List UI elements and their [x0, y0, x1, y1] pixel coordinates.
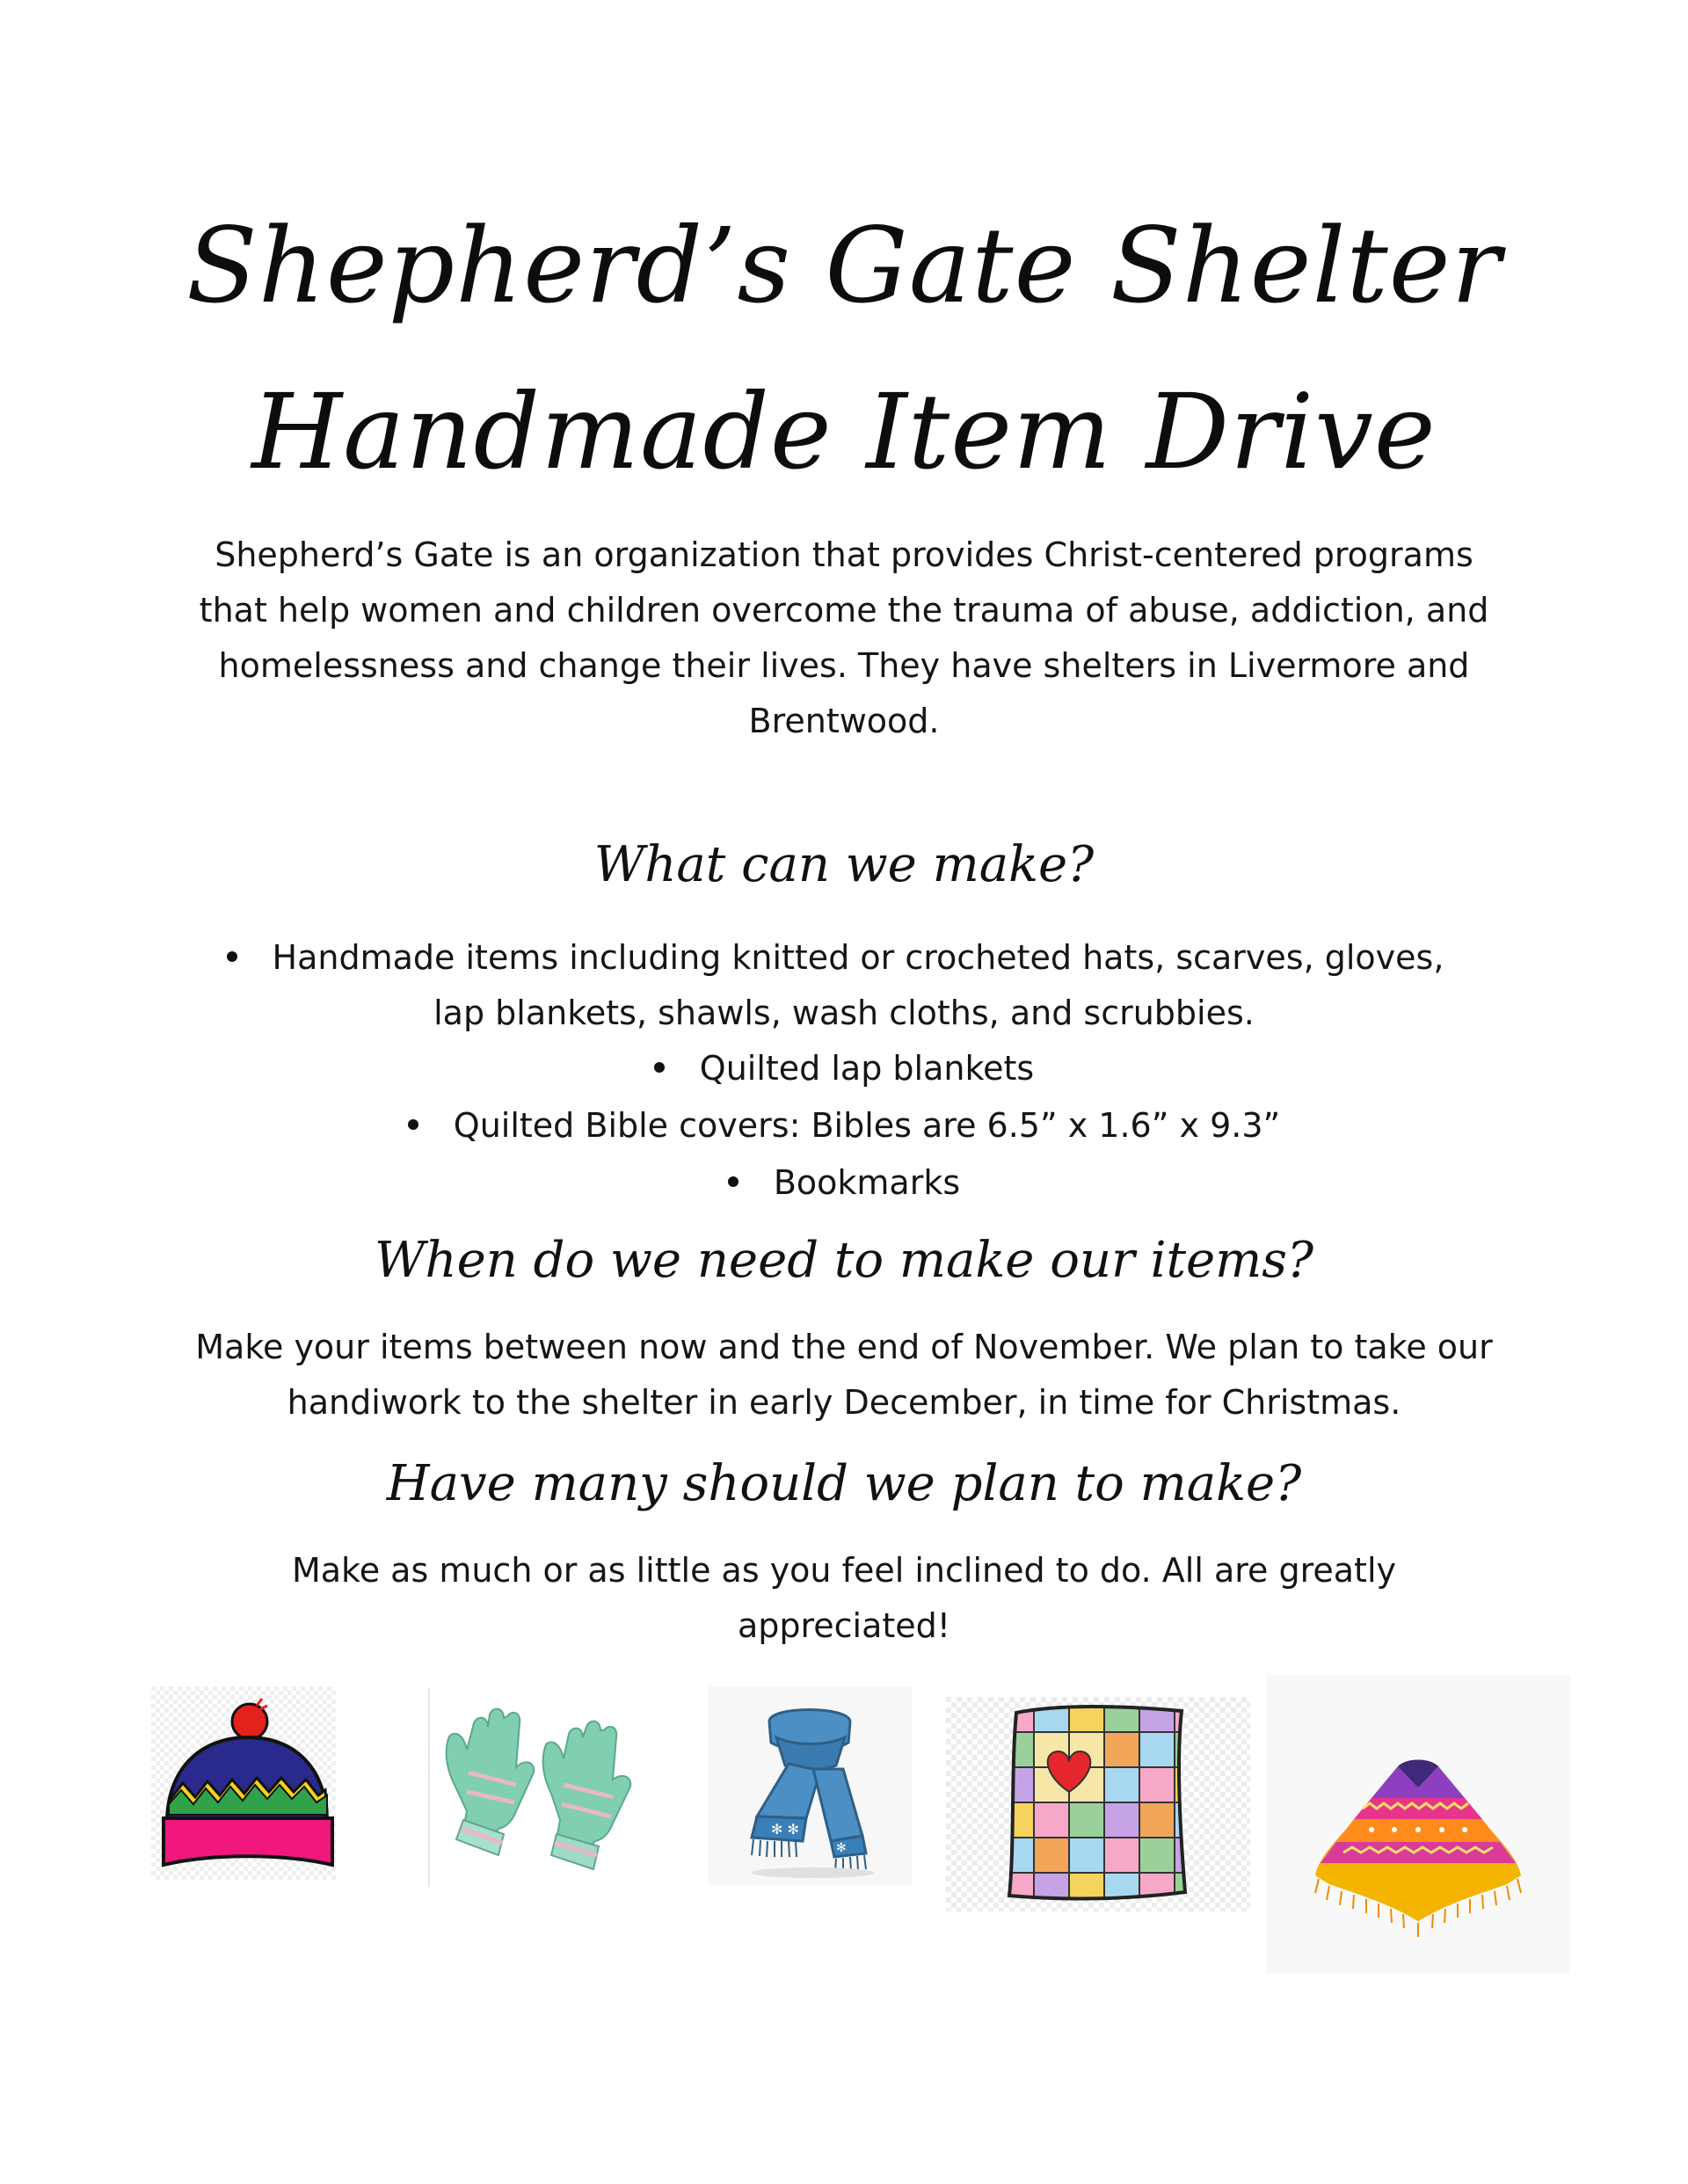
gloves-icon: [428, 1688, 641, 1887]
knit-hat-icon: [151, 1686, 336, 1880]
svg-text:✻: ✻: [836, 1841, 847, 1855]
bullet-text: Quilted Bible covers: Bibles are 6.5” x 1.6” x 9.3”: [453, 1106, 1281, 1145]
heading-when: When do we need to make our items?: [374, 1232, 1314, 1289]
when-paragraph: [185, 1320, 1503, 1431]
title-line-2: Handmade Item Drive: [251, 371, 1437, 492]
bullet-item-bible-covers: [0, 1098, 1688, 1154]
bullet-icon: [227, 951, 237, 962]
intro-paragraph: [185, 528, 1503, 749]
intro-line: that help women and children overcome the trauma of abuse, addiction, and: [199, 591, 1489, 630]
bullet-item-bookmarks: [0, 1155, 1688, 1211]
heading-how-many: Have many should we plan to make?: [386, 1455, 1302, 1512]
intro-line: Brentwood.: [748, 702, 940, 740]
bullet-text: lap blankets, shawls, wash cloths, and scrubbies.: [433, 994, 1255, 1032]
quilt-icon: [946, 1697, 1250, 1911]
how-line: appreciated!: [737, 1606, 951, 1645]
title-line-1: Shepherd’s Gate Shelter: [186, 205, 1502, 326]
bullet-icon: [408, 1119, 418, 1130]
bullet-icon: [728, 1176, 738, 1187]
heading-what-can-we-make: What can we make?: [593, 836, 1095, 893]
bullet-text: Bookmarks: [773, 1163, 961, 1202]
svg-text:✻ ✻: ✻ ✻: [771, 1821, 799, 1838]
when-line: handiwork to the shelter in early December, in time for Christmas.: [287, 1383, 1401, 1422]
bullet-item-handmade-continued: [0, 986, 1688, 1041]
intro-line: homelessness and change their lives. They have shelters in Livermore and: [218, 646, 1470, 685]
bullet-item-handmade: [0, 930, 1679, 986]
bullet-icon: [654, 1062, 665, 1073]
how-paragraph: [185, 1543, 1503, 1654]
bullet-text: Handmade items including knitted or crocheted hats, scarves, gloves,: [272, 938, 1444, 977]
bullet-item-quilted-lap-blankets: [0, 1041, 1688, 1096]
bullet-text: Quilted lap blankets: [699, 1049, 1035, 1088]
when-line: Make your items between now and the end of November. We plan to take our: [195, 1328, 1493, 1366]
how-line: Make as much or as little as you feel inclined to do. All are greatly: [291, 1551, 1397, 1590]
poncho-icon: [1266, 1675, 1570, 1974]
intro-line: Shepherd’s Gate is an organization that provides Christ-centered programs: [215, 535, 1473, 574]
scarf-icon: [708, 1686, 912, 1885]
